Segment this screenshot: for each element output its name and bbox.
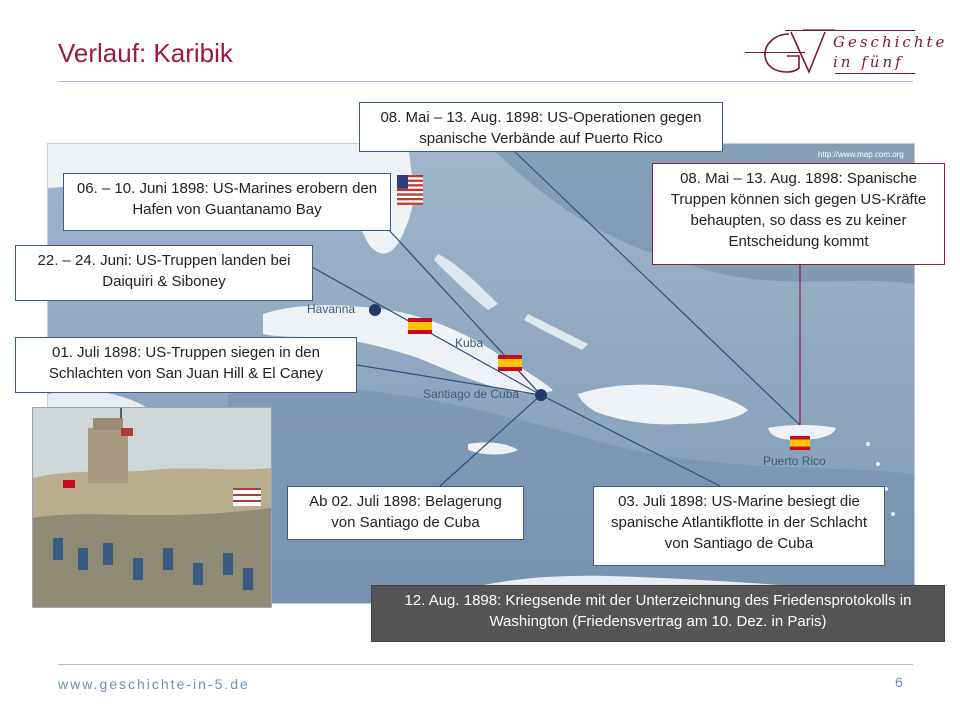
label-havanna: Havanna [307, 302, 356, 316]
event-puerto-rico-operations: 08. Mai – 13. Aug. 1898: US-Operationen gegen spanische Verbände auf Puerto Rico [359, 102, 723, 152]
havanna-marker [369, 304, 381, 316]
label-santiago: Santiago de Cuba [423, 387, 520, 401]
footer-url: www.geschichte-in-5.de [58, 676, 250, 692]
spain-flag-icon [408, 318, 432, 334]
logo-line-2: in fünf [833, 53, 904, 71]
header-divider [58, 81, 913, 82]
event-san-juan: 01. Juli 1898: US-Truppen siegen in den Schlachten von San Juan Hill & El Caney [15, 337, 357, 393]
event-puerto-rico-spain: 08. Mai – 13. Aug. 1898: Spanische Truppen können sich gegen US-Kräfte behaupten, so dass es zu keiner Entscheidung kommt [652, 163, 945, 265]
event-daiquiri: 22. – 24. Juni: US-Truppen landen bei Daiquiri & Siboney [15, 245, 313, 301]
label-puerto-rico: Puerto Rico [763, 454, 826, 468]
spain-flag-icon [790, 436, 810, 450]
page-title: Verlauf: Karibik [58, 38, 233, 68]
santiago-marker [535, 389, 547, 401]
event-war-end: 12. Aug. 1898: Kriegsende mit der Unterzeichnung des Friedensprotokolls in Washington (Friedensvertrag am 10. Dez. in Paris) [371, 585, 945, 642]
spain-flag-icon [498, 355, 522, 371]
page-number: 6 [895, 674, 903, 690]
event-naval-battle: 03. Juli 1898: US-Marine besiegt die spanische Atlantikflotte in der Schlacht von Santiago de Cuba [593, 486, 885, 566]
logo [745, 26, 948, 78]
map-credit: http://www.map.com.org [818, 150, 904, 159]
footer-divider [58, 664, 913, 665]
logo-line-1: Geschichte [833, 33, 948, 51]
label-kuba: Kuba [455, 336, 484, 350]
event-siege: Ab 02. Juli 1898: Belagerung von Santiago de Cuba [287, 486, 524, 540]
us-flag-icon [397, 175, 423, 205]
event-guantanamo: 06. – 10. Juni 1898: US-Marines erobern den Hafen von Guantanamo Bay [63, 173, 391, 231]
battle-painting [32, 407, 272, 608]
